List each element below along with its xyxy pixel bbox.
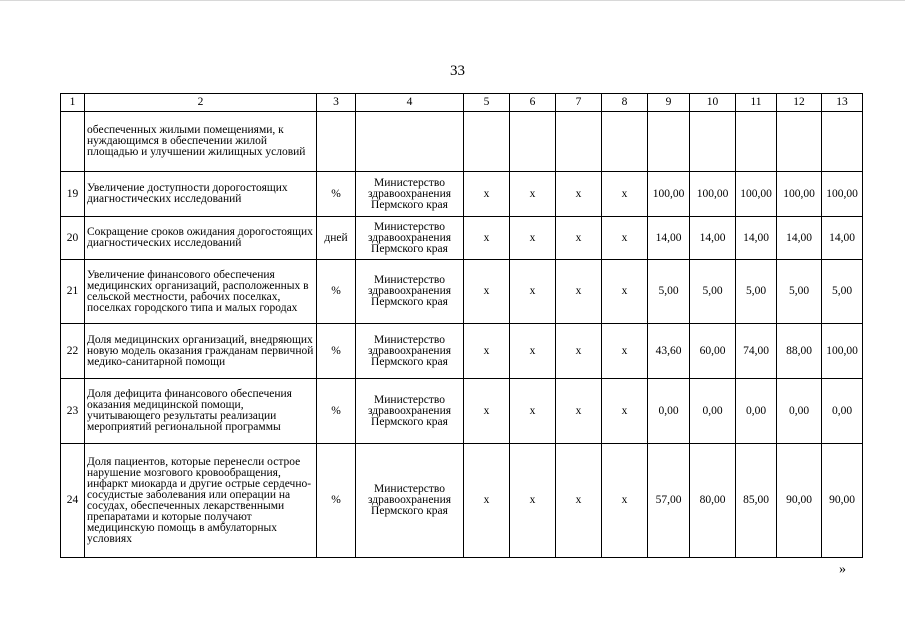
- column-number: 11: [736, 94, 777, 112]
- value-cell: 14,00: [822, 217, 863, 260]
- indicator-name: обеспеченных жилыми помещениями, к нуждающимся в обеспечении жилой площадью и улучшении жилищных условий: [85, 112, 317, 172]
- value-cell: 100,00: [690, 172, 736, 217]
- column-number: 13: [822, 94, 863, 112]
- unit-cell: %: [317, 172, 356, 217]
- value-cell: 57,00: [648, 444, 690, 558]
- row-number: 21: [61, 260, 85, 324]
- table-row: [61, 172, 863, 217]
- value-cell: 74,00: [736, 324, 777, 379]
- column-number: 9: [648, 94, 690, 112]
- table-row: [61, 112, 863, 172]
- value-cell: 100,00: [736, 172, 777, 217]
- value-cell: х: [510, 172, 556, 217]
- value-cell: х: [464, 217, 510, 260]
- indicator-name: Доля пациентов, которые перенесли острое нарушение мозгового кровообращения, инфаркт миокарда и другие острые сердечно-сосудистые заболевания или операции на сосудах, обеспеченных лекарственными препаратами и которые получают медицинскую помощь в амбулаторных условиях: [85, 444, 317, 558]
- responsible-org: Министерство здравоохранения Пермского края: [356, 172, 464, 217]
- value-cell: х: [510, 217, 556, 260]
- responsible-org: Министерство здравоохранения Пермского края: [356, 217, 464, 260]
- value-cell: х: [510, 324, 556, 379]
- unit-cell: %: [317, 444, 356, 558]
- value-cell: 5,00: [690, 260, 736, 324]
- table-row: [61, 324, 863, 379]
- value-cell: х: [464, 379, 510, 444]
- responsible-org: Министерство здравоохранения Пермского края: [356, 260, 464, 324]
- table-row: [61, 217, 863, 260]
- value-cell: 43,60: [648, 324, 690, 379]
- table-row: [61, 379, 863, 444]
- value-cell: 0,00: [777, 379, 822, 444]
- value-cell: 100,00: [822, 172, 863, 217]
- value-cell: 80,00: [690, 444, 736, 558]
- value-cell: х: [602, 260, 648, 324]
- page-number: 33: [450, 63, 465, 79]
- value-cell: 14,00: [690, 217, 736, 260]
- responsible-org: Министерство здравоохранения Пермского края: [356, 324, 464, 379]
- value-cell: 5,00: [777, 260, 822, 324]
- column-number: 3: [317, 94, 356, 112]
- value-cell: 5,00: [822, 260, 863, 324]
- value-cell: х: [510, 379, 556, 444]
- closing-quote-mark: »: [839, 562, 846, 577]
- value-cell: 88,00: [777, 324, 822, 379]
- value-cell: х: [556, 172, 602, 217]
- value-cell: 100,00: [648, 172, 690, 217]
- value-cell: 14,00: [777, 217, 822, 260]
- table-header-row: [61, 94, 863, 112]
- value-cell: 14,00: [648, 217, 690, 260]
- value-cell: х: [602, 324, 648, 379]
- column-number: 7: [556, 94, 602, 112]
- value-cell: [648, 112, 690, 172]
- value-cell: х: [556, 260, 602, 324]
- value-cell: х: [510, 444, 556, 558]
- unit-cell: дней: [317, 217, 356, 260]
- value-cell: х: [464, 172, 510, 217]
- indicator-name: Увеличение финансового обеспечения медицинских организаций, расположенных в сельской местности, рабочих поселках, поселках городского типа и малых городах: [85, 260, 317, 324]
- value-cell: [736, 112, 777, 172]
- column-number: 10: [690, 94, 736, 112]
- column-number: 2: [85, 94, 317, 112]
- column-number: 8: [602, 94, 648, 112]
- indicators-table: [60, 93, 863, 558]
- column-number: 12: [777, 94, 822, 112]
- column-number: 1: [61, 94, 85, 112]
- value-cell: [690, 112, 736, 172]
- row-number: 19: [61, 172, 85, 217]
- indicator-name: Доля дефицита финансового обеспечения оказания медицинской помощи, учитывающего результаты реализации мероприятий региональной программы: [85, 379, 317, 444]
- row-number: [61, 112, 85, 172]
- table-row: [61, 444, 863, 558]
- value-cell: [602, 112, 648, 172]
- indicator-name: Доля медицинских организаций, внедряющих новую модель оказания гражданам первичной медико-санитарной помощи: [85, 324, 317, 379]
- value-cell: [510, 112, 556, 172]
- value-cell: 0,00: [822, 379, 863, 444]
- value-cell: х: [464, 444, 510, 558]
- value-cell: 5,00: [648, 260, 690, 324]
- value-cell: 90,00: [777, 444, 822, 558]
- value-cell: х: [556, 379, 602, 444]
- value-cell: 0,00: [648, 379, 690, 444]
- responsible-org: Министерство здравоохранения Пермского края: [356, 379, 464, 444]
- value-cell: х: [464, 324, 510, 379]
- row-number: 24: [61, 444, 85, 558]
- value-cell: [556, 112, 602, 172]
- value-cell: х: [556, 324, 602, 379]
- value-cell: х: [602, 379, 648, 444]
- value-cell: х: [556, 217, 602, 260]
- indicator-name: Сокращение сроков ожидания дорогостоящих диагностических исследований: [85, 217, 317, 260]
- responsible-org: [356, 112, 464, 172]
- column-number: 4: [356, 94, 464, 112]
- value-cell: х: [510, 260, 556, 324]
- row-number: 20: [61, 217, 85, 260]
- value-cell: х: [602, 444, 648, 558]
- column-number: 5: [464, 94, 510, 112]
- value-cell: [777, 112, 822, 172]
- unit-cell: %: [317, 324, 356, 379]
- unit-cell: %: [317, 379, 356, 444]
- value-cell: 0,00: [690, 379, 736, 444]
- indicator-name: Увеличение доступности дорогостоящих диагностических исследований: [85, 172, 317, 217]
- responsible-org: Министерство здравоохранения Пермского края: [356, 444, 464, 558]
- value-cell: 100,00: [777, 172, 822, 217]
- unit-cell: [317, 112, 356, 172]
- row-number: 23: [61, 379, 85, 444]
- value-cell: [822, 112, 863, 172]
- table-row: [61, 260, 863, 324]
- value-cell: 0,00: [736, 379, 777, 444]
- value-cell: 90,00: [822, 444, 863, 558]
- unit-cell: %: [317, 260, 356, 324]
- column-number: 6: [510, 94, 556, 112]
- row-number: 22: [61, 324, 85, 379]
- value-cell: х: [556, 444, 602, 558]
- value-cell: 85,00: [736, 444, 777, 558]
- value-cell: х: [602, 172, 648, 217]
- value-cell: 100,00: [822, 324, 863, 379]
- value-cell: 60,00: [690, 324, 736, 379]
- value-cell: 5,00: [736, 260, 777, 324]
- value-cell: х: [602, 217, 648, 260]
- page-top-edge: [0, 0, 905, 1]
- value-cell: 14,00: [736, 217, 777, 260]
- value-cell: х: [464, 260, 510, 324]
- value-cell: [464, 112, 510, 172]
